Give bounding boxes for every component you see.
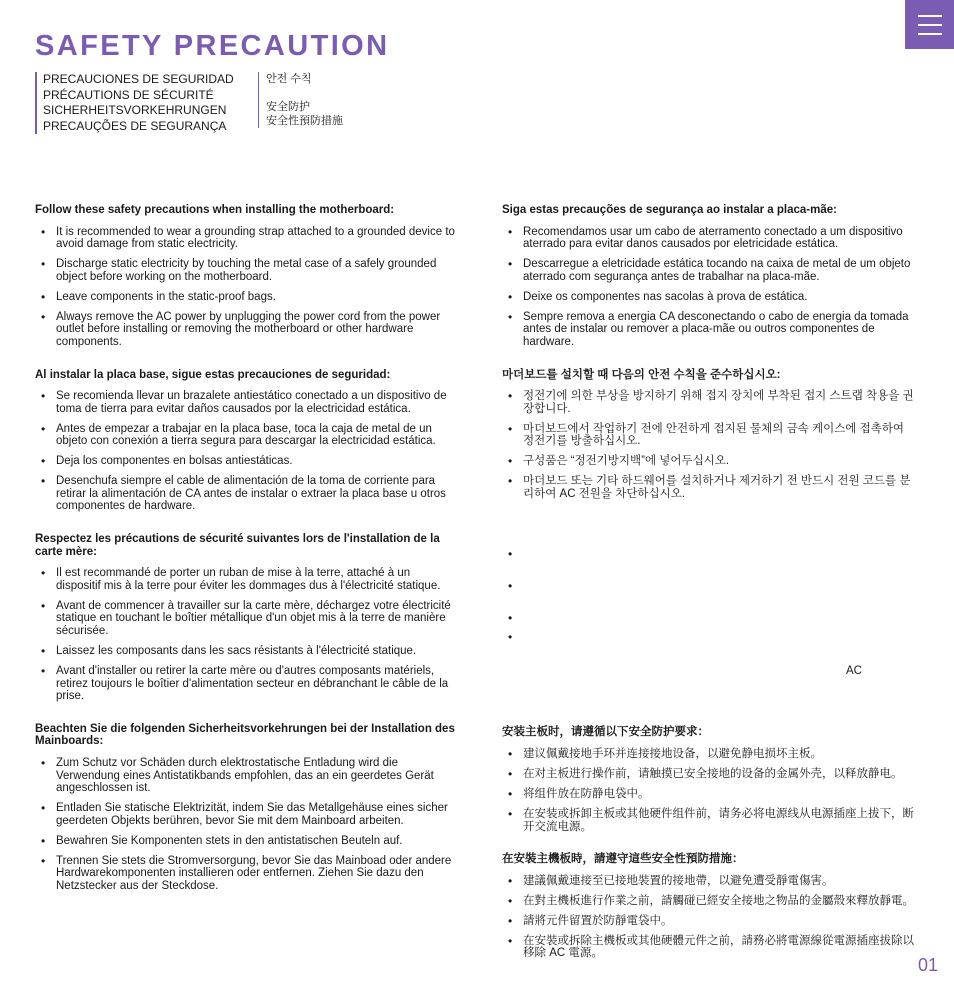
section-zh-tw [502,853,917,960]
left-column [35,204,455,912]
section-heading: 마더보드를 설치할 때 다음의 안전 수칙을 준수하십시오: [502,368,781,381]
hamburger-menu-icon-line [918,24,942,26]
list-item: • Avant d'installer ou retirer la carte mère ou d'autres composants matériels, retirez toujours le boîtier d'alimentation secteur en débranchant le câble de la prise. [56,665,455,703]
section-heading: Siga estas precauções de segurança ao instalar a placa-mãe: [502,204,837,216]
section-heading: Respectez les précautions de sécurité suivantes lors de l'installation de la carte mère: [35,533,440,558]
menu-button[interactable] [905,0,954,49]
section-pt [502,204,917,349]
right-column [502,204,917,980]
list-item: • Zum Schutz vor Schäden durch elektrostatische Entladung wird die Verwendung eines Antistatikbands empfohlen, das an ein geerdetes Gerät angeschlossen ist. [56,757,455,795]
list-item: • 在安裝或拆除主機板或其他硬體元件之前，請務必將電源線從電源插座拔除以移除 AC 電源。 [523,935,917,960]
hamburger-menu-icon [918,15,942,17]
section-zh-cn [502,726,917,833]
list-item: • Desenchufa siempre el cable de alimentación de la toma de corriente para retirar la alimentación de CA antes de instalar o extraer la placa base u otros componentes de hardware. [56,475,455,513]
subtitle-es: PRECAUCIONES DE SEGURIDAD [43,72,234,86]
list-item: • Sempre remova a energia CA desconectando o cabo de energia da tomada antes de instalar ou remover a placa-mãe ou outros componentes de hardware. [523,311,917,349]
list-item: • Deixe os componentes nas sacolas à prova de estática. [523,291,917,304]
list-item: • It is recommended to wear a grounding strap attached to a grounded device to avoid damage from static electricity. [56,226,455,251]
list-item: • 마더보드에서 작업하기 전에 안전하게 접지된 물체의 금속 케이스에 접촉하여 정전기를 방출하십시오. [523,423,917,448]
list-item: • Discharge static electricity by touching the metal case of a safely grounded object before working on the motherboard. [56,258,455,283]
bullet-dot: • [508,630,513,645]
list-item: • 구성품은 “정전기방지백”에 넣어두십시오. [523,455,917,468]
section-es [35,369,455,514]
section-blank [502,520,917,698]
hamburger-menu-icon-line [918,33,942,35]
section-ko [502,369,917,501]
section-fr [35,533,455,703]
list-item: • Recomendamos usar um cabo de aterramento conectado a um dispositivo aterrado para evitar danos causados por eletricidade estática. [523,226,917,251]
subtitle-list-left [35,72,253,134]
list-item: • Trennen Sie stets die Stromversorgung, bevor Sie das Mainboad oder andere Hardwarekomponenten installieren oder entfernen. Ziehen Sie dazu den Netzstecker aus der Steckdose. [56,855,455,893]
subtitle-ko: 안전 수칙 [266,73,312,85]
list-item: • Leave components in the static-proof bags. [56,291,455,304]
bullet-dot: • [508,547,513,562]
list-item: • Entladen Sie statische Elektrizität, indem Sie das Metallgehäuse eines sicher geerdeten Objekts berühren, bevor Sie mit dem Mainboard arbeiten. [56,802,455,827]
list-item: • 在对主板进行操作前，请触摸已安全接地的设备的金属外壳，以释放静电。 [523,768,917,781]
subtitle-zh-tw: 安全性預防措施 [266,115,343,127]
list-item: • Always remove the AC power by unplugging the power cord from the power outlet before installing or removing the motherboard or other hardware components. [56,311,455,349]
page-number: 01 [917,955,938,975]
page-title: SAFETY PRECAUTION [35,30,390,62]
section-heading: Al instalar la placa base, sigue estas precauciones de seguridad: [35,368,391,381]
section-en [35,204,455,349]
list-item: • Deja los componentes en bolsas antiestáticas. [56,455,455,468]
subtitle-list-right [258,72,386,128]
section-de [35,723,455,893]
subtitle-pt: PRECAUÇÕES DE SEGURANÇA [43,118,227,133]
list-item: • Laissez les composants dans les sacs résistants à l'électricité statique. [56,645,455,658]
list-item: • 在安装或拆卸主板或其他硬件组件前，请务必将电源线从电源插座上拔下，断开交流电源。 [523,808,917,833]
subtitle-zh-cn: 安全防护 [266,101,310,113]
list-item: • 在對主機板進行作業之前，請觸碰已經安全接地之物品的金屬殼來釋放靜電。 [523,895,917,908]
section-heading: 安装主板时，请遵循以下安全防护要求： [502,726,709,739]
section-heading: 在安裝主機板時，請遵守這些安全性預防措施： [502,853,744,866]
list-item: • 정전기에 의한 부상을 방지하기 위해 접지 장치에 부착된 접지 스트랩 착용을 권장합니다. [523,390,917,415]
section-heading: Beachten Sie die folgenden Sicherheitsvorkehrungen bei der Installation des Mainboards: [35,722,455,748]
bullet-dot: • [508,611,513,626]
list-item: • 請將元件留置於防靜電袋中。 [523,915,917,928]
list-item: • Bewahren Sie Komponenten stets in den antistatischen Beuteln auf. [56,835,455,848]
list-item: • 마더보드 또는 기타 하드웨어를 설치하거나 제거하기 전 반드시 전원 코드를 분리하여 AC 전원을 차단하십시오. [523,475,917,500]
ac-label: AC [846,665,862,678]
subtitle-fr: PRÉCAUTIONS DE SÉCURITÉ [43,87,214,102]
list-item: • Il est recommandé de porter un ruban de mise à la terre, attaché à un dispositif mis à la terre pour éviter les dommages dus à l'électricité statique. [56,567,455,592]
list-item: • 建议佩戴接地手环并连接接地设备，以避免静电损坏主板。 [523,748,917,761]
list-item: • Descarregue a eletricidade estática tocando na caixa de metal de um objeto aterrado com segurança antes de trabalhar na placa-mãe. [523,258,917,283]
bullet-dot: • [508,579,513,594]
list-item: • Se recomienda llevar un brazalete antiestático conectado a un dispositivo de toma de tierra para evitar daños causados por la electricidad estática. [56,390,455,415]
list-item: • 将组件放在防静电袋中。 [523,788,917,801]
list-item: • 建議佩戴連接至已接地裝置的接地帶，以避免遭受靜電傷害。 [523,875,917,888]
list-item: • Antes de empezar a trabajar en la placa base, toca la caja de metal de un objeto con conexión a tierra segura para descargar la electricidad estática. [56,423,455,448]
subtitle-de: SICHERHEITSVORKEHRUNGEN [43,103,227,118]
section-heading: Follow these safety precautions when installing the motherboard: [35,204,395,216]
list-item: • Avant de commencer à travailler sur la carte mère, déchargez votre électricité statique en touchant le boîtier métallique d'un objet mis à la terre de manière sécurisée. [56,600,455,638]
